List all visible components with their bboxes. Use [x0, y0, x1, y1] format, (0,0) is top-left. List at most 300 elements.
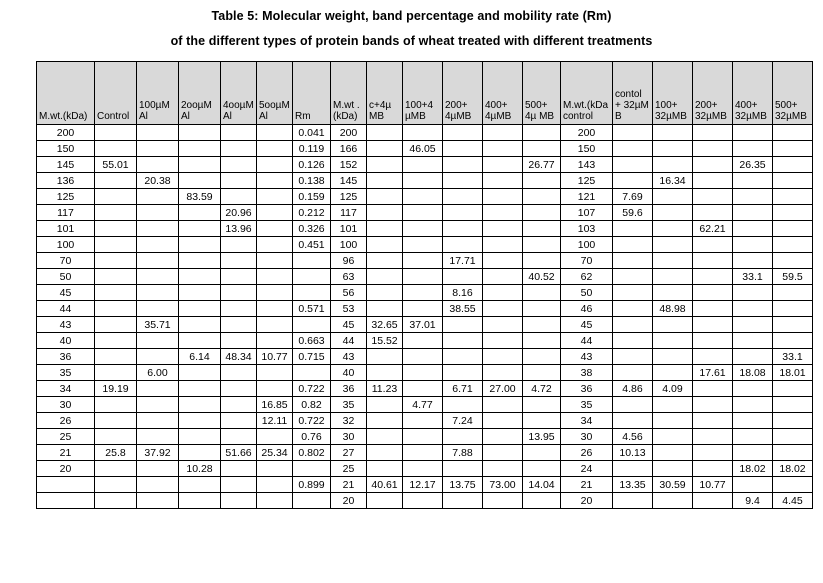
table-cell	[221, 397, 257, 413]
table-cell	[733, 333, 773, 349]
table-cell	[523, 285, 561, 301]
table-cell	[221, 461, 257, 477]
table-cell	[443, 317, 483, 333]
table-cell	[257, 237, 293, 253]
table-row	[37, 445, 813, 461]
table-cell: 35	[561, 397, 613, 413]
table-cell	[95, 189, 137, 205]
table-cell: 10.13	[613, 445, 653, 461]
table-cell: 0.126	[293, 157, 331, 173]
table-cell	[95, 253, 137, 269]
table-cell: 56	[331, 285, 367, 301]
table-cell	[693, 445, 733, 461]
table-cell	[95, 141, 137, 157]
table-cell	[257, 189, 293, 205]
table-cell	[483, 413, 523, 429]
table-cell	[483, 317, 523, 333]
table-cell	[367, 493, 403, 509]
table-row	[37, 429, 813, 445]
table-cell: 30.59	[653, 477, 693, 493]
table-cell	[403, 365, 443, 381]
table-cell	[483, 173, 523, 189]
table-cell	[773, 445, 813, 461]
table-cell	[613, 333, 653, 349]
table-cell	[523, 413, 561, 429]
column-header	[257, 62, 293, 125]
table-cell: 35.71	[137, 317, 179, 333]
table-cell	[221, 365, 257, 381]
table-cell	[367, 413, 403, 429]
table-cell	[613, 317, 653, 333]
table-cell	[367, 301, 403, 317]
table-cell	[95, 285, 137, 301]
table-cell	[221, 157, 257, 173]
table-cell: 150	[37, 141, 95, 157]
table-cell: 4.09	[653, 381, 693, 397]
table-cell	[693, 269, 733, 285]
table-cell	[483, 285, 523, 301]
table-cell	[95, 205, 137, 221]
table-cell	[693, 253, 733, 269]
table-cell: 38.55	[443, 301, 483, 317]
table-cell	[773, 125, 813, 141]
column-header	[179, 62, 221, 125]
column-header-label: contol + 32µM B	[615, 89, 649, 122]
table-cell	[221, 189, 257, 205]
table-cell	[221, 381, 257, 397]
table-cell	[179, 381, 221, 397]
table-cell	[773, 205, 813, 221]
table-cell	[523, 301, 561, 317]
table-cell	[773, 477, 813, 493]
table-cell: 0.212	[293, 205, 331, 221]
table-cell	[403, 429, 443, 445]
table-cell	[179, 141, 221, 157]
table-cell	[733, 221, 773, 237]
table-cell	[523, 333, 561, 349]
table-cell	[403, 173, 443, 189]
table-cell: 0.82	[293, 397, 331, 413]
table-cell	[653, 237, 693, 253]
table-cell	[653, 125, 693, 141]
table-cell	[137, 413, 179, 429]
table-cell	[367, 365, 403, 381]
table-cell	[483, 157, 523, 173]
table-cell	[653, 285, 693, 301]
table-cell	[257, 317, 293, 333]
table-cell: 25	[37, 429, 95, 445]
column-header	[773, 62, 813, 125]
table-cell	[613, 253, 653, 269]
table-row	[37, 157, 813, 173]
table-cell	[733, 237, 773, 253]
table-cell	[773, 173, 813, 189]
table-cell	[653, 253, 693, 269]
table-cell	[733, 301, 773, 317]
column-header-label: 500+ 32µMB	[775, 100, 807, 122]
table-cell	[367, 221, 403, 237]
table-cell: 59.6	[613, 205, 653, 221]
table-cell	[653, 333, 693, 349]
table-cell	[733, 141, 773, 157]
table-cell	[137, 125, 179, 141]
table-cell: 4.86	[613, 381, 653, 397]
table-cell: 45	[331, 317, 367, 333]
table-cell	[221, 493, 257, 509]
table-cell: 0.663	[293, 333, 331, 349]
table-row	[37, 189, 813, 205]
table-cell	[257, 173, 293, 189]
column-header-label: 100+ 32µMB	[655, 100, 687, 122]
table-cell: 9.4	[733, 493, 773, 509]
table-cell	[95, 493, 137, 509]
table-row	[37, 349, 813, 365]
table-cell	[653, 317, 693, 333]
table-cell	[523, 397, 561, 413]
table-cell	[693, 157, 733, 173]
table-cell	[523, 365, 561, 381]
table-cell	[221, 477, 257, 493]
table-cell: 73.00	[483, 477, 523, 493]
table-cell	[693, 413, 733, 429]
table-cell	[693, 493, 733, 509]
table-cell	[221, 269, 257, 285]
table-cell: 150	[561, 141, 613, 157]
table-cell: 125	[331, 189, 367, 205]
table-cell	[733, 189, 773, 205]
table-cell	[221, 285, 257, 301]
table-cell: 21	[561, 477, 613, 493]
column-header	[613, 62, 653, 125]
table-cell: 25.8	[95, 445, 137, 461]
column-header-label: 4ooµM Al	[223, 100, 254, 122]
table-cell	[613, 461, 653, 477]
table-cell	[403, 157, 443, 173]
table-cell	[95, 173, 137, 189]
table-cell	[367, 253, 403, 269]
table-cell	[95, 413, 137, 429]
table-cell	[443, 349, 483, 365]
table-cell: 16.34	[653, 173, 693, 189]
table-cell	[613, 493, 653, 509]
column-header	[137, 62, 179, 125]
table-cell: 7.24	[443, 413, 483, 429]
table-cell	[773, 381, 813, 397]
table-cell	[523, 189, 561, 205]
table-title	[0, 0, 823, 51]
table-cell	[221, 429, 257, 445]
table-cell	[137, 429, 179, 445]
table-cell	[693, 381, 733, 397]
table-cell	[221, 125, 257, 141]
table-cell	[137, 157, 179, 173]
table-cell: 35	[37, 365, 95, 381]
table-cell	[653, 205, 693, 221]
table-cell: 44	[561, 333, 613, 349]
table-cell: 13.75	[443, 477, 483, 493]
table-cell: 107	[561, 205, 613, 221]
table-cell	[733, 397, 773, 413]
table-cell: 33.1	[733, 269, 773, 285]
table-cell	[257, 381, 293, 397]
table-cell: 0.451	[293, 237, 331, 253]
table-cell	[137, 237, 179, 253]
table-cell	[483, 205, 523, 221]
table-cell	[179, 157, 221, 173]
table-cell: 15.52	[367, 333, 403, 349]
table-cell: 0.159	[293, 189, 331, 205]
table-cell	[653, 349, 693, 365]
table-cell	[95, 461, 137, 477]
table-cell: 125	[37, 189, 95, 205]
table-cell	[403, 381, 443, 397]
table-cell	[693, 285, 733, 301]
table-cell	[613, 365, 653, 381]
table-cell	[257, 301, 293, 317]
table-cell	[179, 477, 221, 493]
table-row	[37, 381, 813, 397]
column-header	[367, 62, 403, 125]
table-cell	[733, 381, 773, 397]
table-cell	[613, 141, 653, 157]
table-cell: 20.38	[137, 173, 179, 189]
table-cell	[179, 221, 221, 237]
table-cell	[403, 269, 443, 285]
table-cell	[367, 125, 403, 141]
table-row	[37, 397, 813, 413]
table-cell	[403, 221, 443, 237]
table-cell: 25.34	[257, 445, 293, 461]
table-cell	[733, 317, 773, 333]
table-cell	[257, 285, 293, 301]
table-cell	[483, 493, 523, 509]
table-cell: 117	[37, 205, 95, 221]
table-cell	[653, 397, 693, 413]
table-cell	[443, 157, 483, 173]
table-row	[37, 317, 813, 333]
table-cell	[95, 301, 137, 317]
table-cell	[773, 157, 813, 173]
table-cell	[733, 349, 773, 365]
table-cell: 143	[561, 157, 613, 173]
table-cell	[773, 301, 813, 317]
table-cell	[137, 253, 179, 269]
table-cell	[137, 349, 179, 365]
table-cell	[443, 269, 483, 285]
table-cell	[483, 189, 523, 205]
table-cell	[443, 397, 483, 413]
table-cell	[403, 125, 443, 141]
table-cell: 44	[37, 301, 95, 317]
table-cell: 18.02	[773, 461, 813, 477]
column-header	[95, 62, 137, 125]
table-cell	[403, 301, 443, 317]
table-cell	[179, 125, 221, 141]
table-cell	[95, 477, 137, 493]
table-cell	[773, 221, 813, 237]
table-cell	[403, 285, 443, 301]
table-row	[37, 477, 813, 493]
table-cell	[523, 317, 561, 333]
table-cell	[137, 461, 179, 477]
table-cell	[483, 445, 523, 461]
table-cell: 40	[37, 333, 95, 349]
table-cell	[733, 205, 773, 221]
table-cell: 0.802	[293, 445, 331, 461]
table-cell	[179, 493, 221, 509]
table-cell	[95, 317, 137, 333]
table-cell: 35	[331, 397, 367, 413]
table-cell	[403, 189, 443, 205]
table-cell: 8.16	[443, 285, 483, 301]
table-cell	[257, 477, 293, 493]
table-cell	[403, 493, 443, 509]
table-cell	[653, 493, 693, 509]
table-cell: 70	[561, 253, 613, 269]
table-cell: 37.92	[137, 445, 179, 461]
table-cell	[613, 237, 653, 253]
table-cell	[221, 301, 257, 317]
title-line-2: of the different types of protein bands of wheat treated with different treatments	[170, 34, 653, 48]
column-header-label: 500+ 4µ MB	[525, 100, 555, 122]
table-cell	[221, 413, 257, 429]
table-cell: 0.138	[293, 173, 331, 189]
table-cell	[367, 173, 403, 189]
table-cell	[221, 317, 257, 333]
table-cell	[221, 173, 257, 189]
table-cell: 36	[37, 349, 95, 365]
column-header-label: M.wt .(kDa)	[333, 100, 360, 122]
table-cell: 30	[331, 429, 367, 445]
table-row	[37, 205, 813, 221]
table-cell: 7.88	[443, 445, 483, 461]
table-cell	[733, 285, 773, 301]
table-cell	[613, 173, 653, 189]
table-cell	[179, 173, 221, 189]
table-cell	[693, 301, 733, 317]
table-cell: 10.77	[693, 477, 733, 493]
table-cell	[523, 493, 561, 509]
table-cell: 7.69	[613, 189, 653, 205]
table-cell	[613, 397, 653, 413]
table-row	[37, 493, 813, 509]
table-cell	[179, 301, 221, 317]
table-cell	[257, 157, 293, 173]
column-header	[693, 62, 733, 125]
table-cell	[293, 269, 331, 285]
table-cell	[293, 365, 331, 381]
table-cell: 20.96	[221, 205, 257, 221]
table-row	[37, 221, 813, 237]
table-cell	[693, 125, 733, 141]
table-cell	[403, 413, 443, 429]
table-cell	[523, 141, 561, 157]
table-cell	[483, 429, 523, 445]
table-cell	[443, 221, 483, 237]
table-cell: 26	[561, 445, 613, 461]
table-cell	[257, 221, 293, 237]
table-cell: 145	[37, 157, 95, 173]
column-header-label: M.wt.(kDa control	[563, 100, 608, 122]
table-cell: 36	[561, 381, 613, 397]
table-cell: 6.71	[443, 381, 483, 397]
table-cell: 24	[561, 461, 613, 477]
table-row	[37, 413, 813, 429]
table-row	[37, 125, 813, 141]
table-cell	[733, 429, 773, 445]
table-cell	[443, 493, 483, 509]
table-cell	[693, 333, 733, 349]
table-cell	[773, 317, 813, 333]
table-cell: 4.72	[523, 381, 561, 397]
table-cell	[179, 237, 221, 253]
table-cell: 43	[37, 317, 95, 333]
table-cell	[523, 125, 561, 141]
table-cell: 40.52	[523, 269, 561, 285]
table-cell	[179, 269, 221, 285]
table-cell	[523, 221, 561, 237]
table-cell	[653, 413, 693, 429]
table-cell	[367, 237, 403, 253]
table-cell	[95, 365, 137, 381]
table-cell: 0.326	[293, 221, 331, 237]
table-cell	[653, 189, 693, 205]
table-cell	[293, 253, 331, 269]
table-cell	[137, 269, 179, 285]
table-cell: 63	[331, 269, 367, 285]
table-cell: 4.56	[613, 429, 653, 445]
table-cell: 152	[331, 157, 367, 173]
table-cell: 26.77	[523, 157, 561, 173]
column-header	[221, 62, 257, 125]
table-cell: 20	[37, 461, 95, 477]
table-cell: 30	[561, 429, 613, 445]
table-row	[37, 461, 813, 477]
table-cell	[483, 269, 523, 285]
table-cell	[293, 461, 331, 477]
table-cell	[137, 221, 179, 237]
table-cell	[693, 237, 733, 253]
table-cell	[613, 301, 653, 317]
table-cell	[95, 397, 137, 413]
table-cell: 200	[561, 125, 613, 141]
table-cell: 45	[37, 285, 95, 301]
table-cell: 34	[561, 413, 613, 429]
table-cell: 59.5	[773, 269, 813, 285]
table-cell	[653, 445, 693, 461]
table-cell	[693, 349, 733, 365]
table-cell	[693, 429, 733, 445]
table-cell: 13.35	[613, 477, 653, 493]
table-cell: 166	[331, 141, 367, 157]
table-cell	[403, 253, 443, 269]
table-cell	[773, 413, 813, 429]
table-cell	[257, 205, 293, 221]
column-header-label: Control	[97, 111, 130, 122]
column-header	[561, 62, 613, 125]
table-cell	[403, 445, 443, 461]
table-cell	[733, 125, 773, 141]
table-row	[37, 301, 813, 317]
table-cell	[221, 253, 257, 269]
column-header	[331, 62, 367, 125]
table-cell	[137, 189, 179, 205]
table-cell	[653, 429, 693, 445]
table-cell	[367, 349, 403, 365]
table-cell	[257, 141, 293, 157]
table-row	[37, 333, 813, 349]
table-cell	[403, 237, 443, 253]
